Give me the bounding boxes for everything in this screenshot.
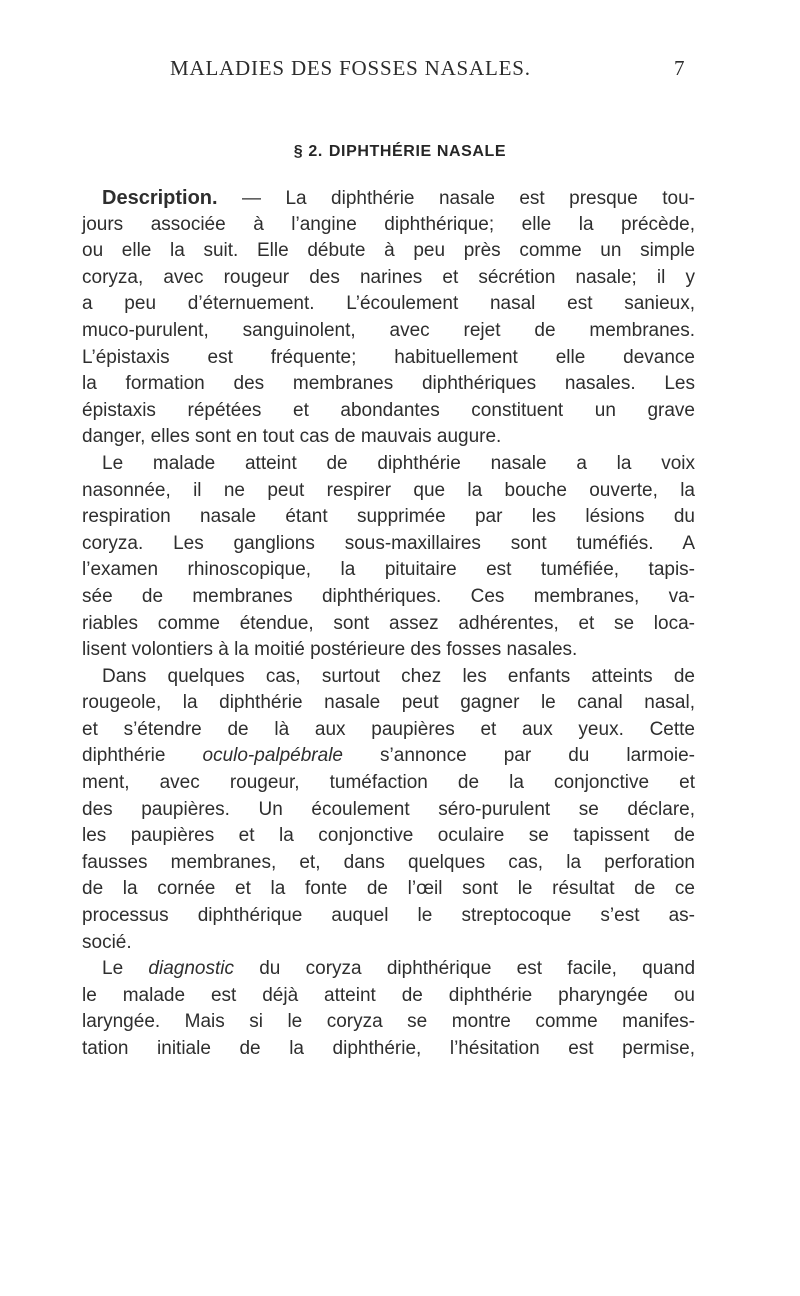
body-text	[82, 185, 695, 1063]
text-line: coryza, avec rougeur des narines et sécrétion nasale; il y	[82, 266, 695, 288]
text-line: Le diagnostic du coryza diphthérique est facile, quand	[102, 958, 696, 980]
text-line: l’examen rhinoscopique, la pituitaire est tuméfiée, tapis-	[82, 559, 695, 581]
text-line: nasonnée, il ne peut respirer que la bouche ouverte, la	[82, 479, 695, 501]
text-line: diphthérie oculo-palpébrale s’annonce par du larmoie-	[82, 745, 696, 767]
text-line: épistaxis répétées et abondantes constituent un grave	[82, 399, 695, 421]
text-line: les paupières et la conjonctive oculaire se tapissent de	[82, 825, 695, 847]
text-line: Description. — La diphthérie nasale est presque tou-	[102, 187, 696, 209]
text-line: et s’étendre de là aux paupières et aux yeux. Cette	[82, 718, 695, 740]
text-line: Le malade atteint de diphthérie nasale a la voix	[102, 452, 695, 474]
text-line: ou elle la suit. Elle débute à peu près comme un simple	[82, 240, 695, 262]
text-line: danger, elles sont en tout cas de mauvais augure.	[82, 426, 502, 448]
italic-term: diagnostic	[148, 958, 234, 980]
text-line: rougeole, la diphthérie nasale peut gagner le canal nasal,	[82, 692, 695, 714]
text-line: de la cornée et la fonte de l’œil sont le résultat de ce	[82, 878, 695, 900]
text-line: Dans quelques cas, surtout chez les enfants atteints de	[102, 665, 695, 687]
text-line: muco-purulent, sanguinolent, avec rejet de membranes.	[82, 319, 695, 341]
text-line: tation initiale de la diphthérie, l’hésitation est permise,	[82, 1038, 695, 1059]
text-line: processus diphthérique auquel le streptocoque s’est as-	[82, 905, 695, 927]
running-title: MALADIES DES FOSSES NASALES.	[170, 56, 531, 80]
text-line: coryza. Les ganglions sous-maxillaires sont tuméfiés. A	[82, 532, 695, 554]
text-line: laryngée. Mais si le coryza se montre comme manifes-	[82, 1011, 695, 1033]
text-line: des paupières. Un écoulement séro-purulent se déclare,	[82, 798, 695, 820]
page-number: 7	[674, 56, 686, 80]
section-mark: § 2.	[293, 143, 323, 160]
italic-term: oculo-palpébrale	[202, 745, 343, 767]
section-heading	[0, 143, 800, 161]
text-line: le malade est déjà atteint de diphthérie pharyngée ou	[82, 984, 695, 1006]
text-line: riables comme étendue, sont assez adhérentes, et se loca-	[82, 612, 695, 634]
section-title: DIPHTHÉRIE NASALE	[328, 143, 507, 160]
text-line: a peu d’éternuement. L’écoulement nasal est sanieux,	[82, 293, 695, 315]
text-line: jours associée à l’angine diphthérique; elle la précède,	[82, 213, 695, 235]
text-line: lisent volontiers à la moitié postérieure des fosses nasales.	[82, 639, 578, 661]
text-line: la formation des membranes diphthériques nasales. Les	[82, 373, 695, 395]
runin-heading: Description.	[102, 187, 218, 209]
text-line: ment, avec rougeur, tuméfaction de la conjonctive et	[82, 772, 695, 794]
text-line: socié.	[82, 931, 132, 953]
text-line: respiration nasale étant supprimée par les lésions du	[82, 506, 695, 528]
text-line: L’épistaxis est fréquente; habituellement elle devance	[82, 346, 695, 368]
text-line: sée de membranes diphthériques. Ces membranes, va-	[82, 585, 695, 607]
text-line: fausses membranes, et, dans quelques cas, la perforation	[82, 851, 695, 873]
running-header	[170, 56, 690, 86]
